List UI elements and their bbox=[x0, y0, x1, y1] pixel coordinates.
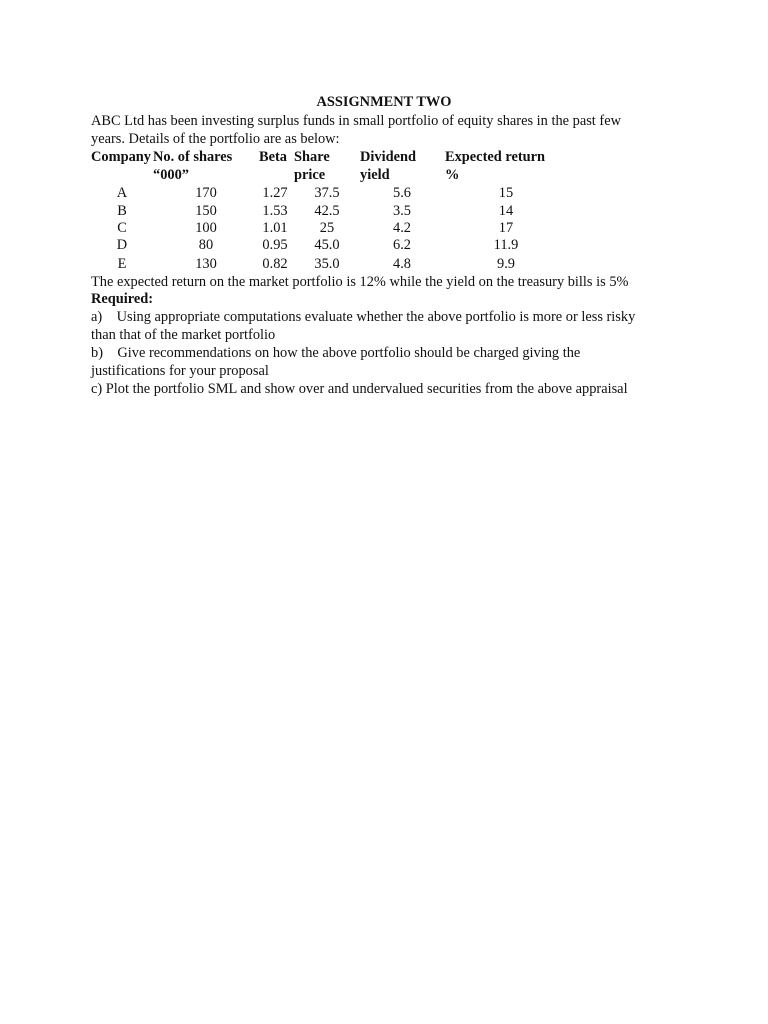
header-expected-unit: % bbox=[445, 167, 460, 183]
table-cell-price: 37.5 bbox=[314, 185, 340, 201]
table-cell-shares: 100 bbox=[195, 220, 217, 236]
question-b-line-1: b) Give recommendations on how the above portfolio should be charged giving the bbox=[91, 345, 581, 361]
table-cell-price: 42.5 bbox=[314, 203, 340, 219]
table-cell-expected: 11.9 bbox=[493, 237, 519, 253]
question-a-line-2: than that of the market portfolio bbox=[91, 327, 276, 343]
table-cell-price: 45.0 bbox=[314, 237, 340, 253]
table-cell-company: C bbox=[117, 220, 127, 236]
table-cell-shares: 80 bbox=[198, 237, 214, 253]
table-cell-dividend: 3.5 bbox=[393, 203, 411, 219]
header-dividend: Dividend bbox=[360, 149, 416, 165]
table-cell-dividend: 5.6 bbox=[393, 185, 411, 201]
table-cell-company: A bbox=[116, 185, 128, 201]
header-expected-return: Expected return bbox=[445, 149, 546, 165]
header-shares-unit: “000” bbox=[153, 167, 189, 183]
table-cell-shares: 150 bbox=[195, 203, 217, 219]
header-share-price-sub: price bbox=[294, 167, 326, 183]
question-c: c) Plot the portfolio SML and show over and undervalued securities from the above appraisal bbox=[91, 381, 628, 397]
table-cell-dividend: 4.2 bbox=[393, 220, 411, 236]
header-company: Company bbox=[91, 149, 151, 165]
table-cell-shares: 130 bbox=[195, 256, 217, 272]
table-cell-expected: 14 bbox=[498, 203, 514, 219]
table-cell-company: B bbox=[117, 203, 127, 219]
table-cell-company: D bbox=[116, 237, 128, 253]
table-cell-beta: 0.95 bbox=[262, 237, 288, 253]
table-cell-beta: 1.27 bbox=[262, 185, 288, 201]
table-cell-dividend: 4.8 bbox=[393, 256, 411, 272]
table-cell-expected: 15 bbox=[498, 185, 514, 201]
question-b-line-2: justifications for your proposal bbox=[91, 363, 269, 379]
header-share-price: Share bbox=[294, 149, 330, 165]
market-note: The expected return on the market portfolio is 12% while the yield on the treasury bills is 5% bbox=[91, 274, 629, 290]
table-cell-beta: 1.53 bbox=[262, 203, 288, 219]
table-cell-expected: 9.9 bbox=[497, 256, 515, 272]
table-cell-price: 35.0 bbox=[314, 256, 340, 272]
table-cell-shares: 170 bbox=[195, 185, 217, 201]
header-shares: No. of shares bbox=[153, 149, 233, 165]
intro-line-2: years. Details of the portfolio are as below: bbox=[91, 131, 340, 147]
table-cell-expected: 17 bbox=[498, 220, 514, 236]
table-cell-beta: 1.01 bbox=[262, 220, 288, 236]
table-cell-company: E bbox=[117, 256, 127, 272]
header-dividend-sub: yield bbox=[360, 167, 390, 183]
table-cell-dividend: 6.2 bbox=[393, 237, 411, 253]
document-title: ASSIGNMENT TWO bbox=[316, 94, 452, 110]
header-beta: Beta bbox=[259, 149, 287, 165]
table-cell-price: 25 bbox=[319, 220, 335, 236]
intro-line-1: ABC Ltd has been investing surplus funds in small portfolio of equity shares in the past few bbox=[91, 113, 621, 129]
required-heading: Required: bbox=[91, 291, 154, 307]
question-a-line-1: a) Using appropriate computations evaluate whether the above portfolio is more or less risky bbox=[91, 309, 636, 325]
table-cell-beta: 0.82 bbox=[262, 256, 288, 272]
